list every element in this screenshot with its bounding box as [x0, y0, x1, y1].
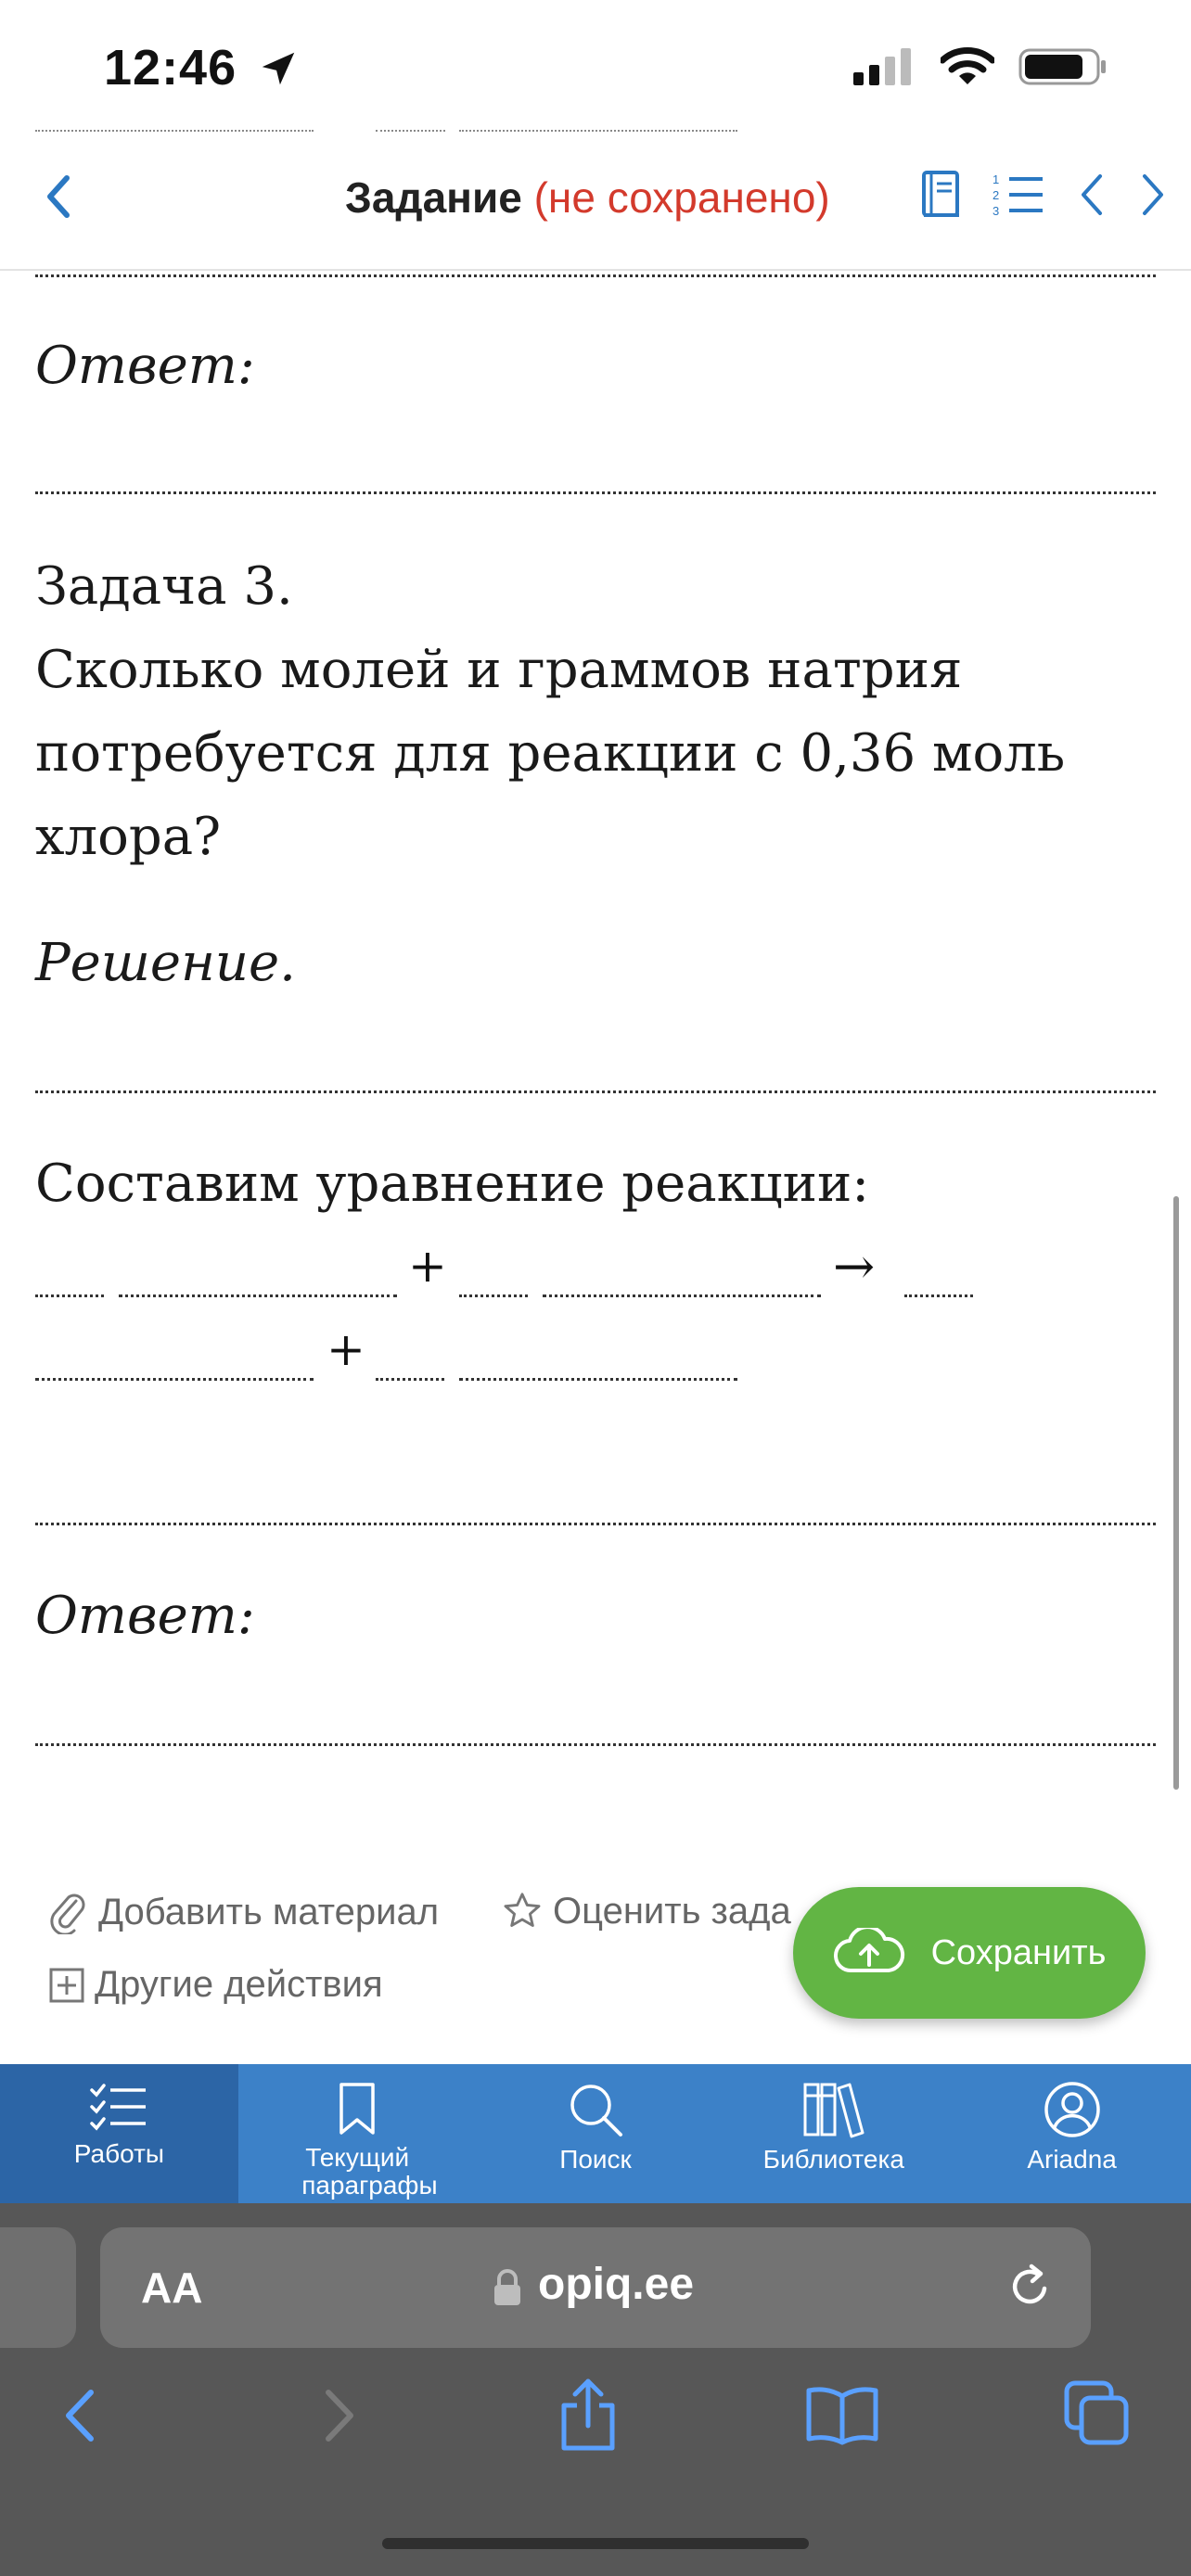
answer-line[interactable]	[35, 491, 1156, 494]
book-icon[interactable]	[918, 169, 965, 221]
nav-item-current-paragraphs[interactable]	[238, 2064, 477, 2203]
rate-task-button[interactable]	[501, 1890, 791, 1932]
nav-item-search[interactable]	[477, 2064, 715, 2203]
status-icons	[853, 46, 1108, 87]
browser-toolbar	[0, 2385, 1191, 2450]
formula-blank[interactable]	[543, 1294, 821, 1297]
location-arrow-icon	[257, 47, 300, 90]
lock-icon	[492, 2268, 523, 2309]
reaction-arrow: →	[833, 1237, 876, 1295]
signal-icon	[853, 48, 916, 85]
svg-text:2: 2	[992, 188, 1000, 202]
bookmarks-icon[interactable]	[805, 2385, 879, 2446]
formula-blank[interactable]	[119, 1294, 397, 1297]
bookmark-icon	[334, 2081, 380, 2136]
numbered-list-icon[interactable]	[991, 172, 1046, 218]
coefficient-blank[interactable]	[904, 1294, 973, 1297]
bottom-nav	[0, 2064, 1191, 2203]
previous-tab-peek[interactable]	[0, 2227, 76, 2348]
answer-line[interactable]	[35, 1743, 1156, 1746]
coefficient-blank[interactable]	[35, 1294, 104, 1297]
rate-task-label: Оценить зада	[553, 1890, 791, 1932]
wifi-icon	[941, 47, 994, 86]
solution-label: Решение.	[35, 933, 296, 993]
tabs-icon[interactable]	[1063, 2379, 1132, 2448]
task-text	[35, 545, 1065, 879]
page-title	[345, 172, 837, 223]
unsaved-badge: (не сохранено)	[533, 173, 830, 222]
nav-label: Поиск	[559, 2145, 632, 2174]
save-label: Сохранить	[930, 1932, 1107, 1972]
top-dotted-line	[459, 130, 737, 132]
user-icon	[1044, 2081, 1101, 2138]
plus-square-icon	[48, 1967, 85, 2004]
equation-label: Составим уравнение реакции:	[35, 1154, 870, 1214]
nav-item-profile[interactable]	[953, 2064, 1191, 2203]
nav-label: Текущий параграфы	[301, 2143, 438, 2200]
coefficient-blank[interactable]	[376, 1378, 444, 1381]
add-material-button[interactable]	[48, 1890, 439, 1934]
browser-forward-icon[interactable]	[315, 2385, 362, 2446]
plus-sign: +	[408, 1239, 447, 1293]
scrollbar[interactable]	[1173, 1196, 1179, 1790]
share-icon[interactable]	[557, 2378, 620, 2452]
formula-blank[interactable]	[35, 1378, 314, 1381]
svg-text:3: 3	[992, 204, 1000, 218]
nav-item-works[interactable]	[0, 2064, 238, 2203]
cloud-upload-icon	[833, 1928, 905, 1978]
task-line: хлора?	[35, 807, 222, 867]
home-indicator	[382, 2538, 809, 2549]
work-line[interactable]	[35, 1523, 1156, 1525]
reload-icon[interactable]	[1004, 2261, 1056, 2313]
save-button[interactable]	[793, 1887, 1146, 2019]
divider-line	[35, 274, 1156, 277]
browser-back-icon[interactable]	[58, 2385, 104, 2446]
task-line: потребуется для реакции с 0,36 моль	[35, 723, 1066, 784]
task-title: Задача 3.	[35, 556, 293, 617]
nav-label: Библиотека	[762, 2145, 904, 2174]
text-size-button[interactable]: AA	[141, 2264, 203, 2312]
top-dotted-line	[376, 130, 445, 132]
paperclip-icon	[48, 1890, 89, 1934]
other-actions-label: Другие действия	[95, 1964, 383, 2005]
nav-label: Ariadna	[1027, 2145, 1117, 2174]
title-text: Задание	[345, 173, 522, 222]
battery-icon	[1018, 46, 1108, 87]
checklist-icon	[88, 2081, 149, 2133]
next-icon[interactable]	[1135, 169, 1172, 221]
other-actions-button[interactable]	[48, 1964, 383, 2006]
formula-blank[interactable]	[459, 1378, 737, 1381]
task-line: Сколько молей и граммов натрия	[35, 640, 963, 700]
solution-line[interactable]	[35, 1090, 1156, 1093]
answer-label: Ответ:	[35, 336, 255, 396]
top-dotted-line	[35, 130, 314, 132]
back-chevron-icon[interactable]	[37, 169, 83, 224]
svg-text:1: 1	[992, 172, 1000, 186]
previous-icon[interactable]	[1072, 169, 1109, 221]
url-text: opiq.ee	[538, 2260, 695, 2309]
header-toolbar	[918, 169, 1172, 221]
answer-label: Ответ:	[35, 1586, 255, 1646]
nav-item-library[interactable]	[714, 2064, 953, 2203]
add-material-label: Добавить материал	[98, 1891, 440, 1932]
search-icon	[567, 2081, 624, 2138]
plus-sign: +	[327, 1322, 365, 1376]
library-icon	[801, 2081, 866, 2138]
star-icon	[501, 1890, 544, 1932]
coefficient-blank[interactable]	[459, 1294, 528, 1297]
status-time: 12:46	[104, 39, 300, 96]
nav-label: Работы	[73, 2139, 165, 2168]
